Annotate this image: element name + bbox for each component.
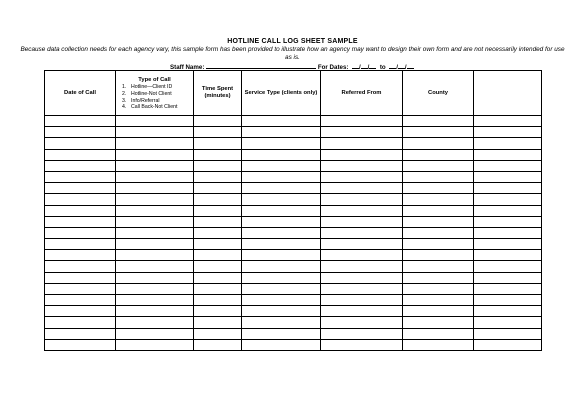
table-cell[interactable] [403, 149, 474, 160]
table-cell[interactable] [194, 328, 242, 339]
table-row [45, 171, 542, 182]
type-of-call-title: Type of Call [138, 76, 171, 83]
table-cell[interactable] [474, 194, 542, 205]
table-cell[interactable] [321, 183, 403, 194]
table-cell[interactable] [403, 272, 474, 283]
dates-from-field[interactable]: / / [350, 64, 378, 71]
table-cell[interactable] [116, 317, 194, 328]
table-cell[interactable] [403, 250, 474, 261]
table-row [45, 283, 542, 294]
table-row [45, 216, 542, 227]
table-cell[interactable] [321, 171, 403, 182]
table-cell[interactable] [474, 138, 542, 149]
table-cell[interactable] [242, 261, 321, 272]
table-cell[interactable] [474, 272, 542, 283]
table-cell[interactable] [474, 216, 542, 227]
table-row [45, 183, 542, 194]
table-cell[interactable] [242, 306, 321, 317]
table-cell[interactable] [194, 227, 242, 238]
table-cell[interactable] [116, 160, 194, 171]
table-cell[interactable] [45, 339, 116, 350]
table-cell[interactable] [194, 216, 242, 227]
table-cell[interactable] [45, 116, 116, 127]
table-row [45, 227, 542, 238]
header-row [45, 71, 542, 116]
staff-name-field[interactable] [206, 62, 316, 69]
table-cell[interactable] [321, 116, 403, 127]
table-cell[interactable] [474, 261, 542, 272]
table-row [45, 261, 542, 272]
table-cell[interactable] [194, 283, 242, 294]
table-cell[interactable] [45, 138, 116, 149]
table-row [45, 250, 542, 261]
table-cell[interactable] [45, 205, 116, 216]
table-cell[interactable] [45, 328, 116, 339]
table-cell[interactable] [403, 317, 474, 328]
table-cell[interactable] [45, 283, 116, 294]
col-type-of-call [116, 71, 194, 116]
table-cell[interactable] [403, 328, 474, 339]
table-cell[interactable] [45, 216, 116, 227]
table-cell[interactable] [116, 116, 194, 127]
table-cell[interactable] [45, 250, 116, 261]
table-cell[interactable] [321, 216, 403, 227]
table-cell[interactable] [403, 283, 474, 294]
table-cell[interactable] [403, 306, 474, 317]
table-cell[interactable] [242, 239, 321, 250]
table-cell[interactable] [321, 283, 403, 294]
table-cell[interactable] [194, 149, 242, 160]
table-cell[interactable] [242, 205, 321, 216]
table-cell[interactable] [194, 317, 242, 328]
table-cell[interactable] [242, 227, 321, 238]
table-cell[interactable] [116, 306, 194, 317]
table-cell[interactable] [321, 261, 403, 272]
table-cell[interactable] [194, 171, 242, 182]
table-cell[interactable] [116, 183, 194, 194]
col-blank [474, 71, 542, 116]
table-cell[interactable] [116, 328, 194, 339]
table-cell[interactable] [45, 261, 116, 272]
table-cell[interactable] [474, 283, 542, 294]
dates-label: For Dates: [317, 64, 349, 71]
table-cell[interactable] [45, 127, 116, 138]
table-cell[interactable] [194, 205, 242, 216]
table-cell[interactable] [194, 160, 242, 171]
table-cell[interactable] [474, 328, 542, 339]
table-row [45, 239, 542, 250]
table-cell[interactable] [403, 261, 474, 272]
table-cell[interactable] [116, 227, 194, 238]
table-cell[interactable] [242, 328, 321, 339]
table-cell[interactable] [194, 306, 242, 317]
type-of-call-list [116, 84, 193, 111]
table-cell[interactable] [45, 183, 116, 194]
table-cell[interactable] [194, 116, 242, 127]
table-cell[interactable] [474, 306, 542, 317]
table-cell[interactable] [116, 216, 194, 227]
table-row [45, 328, 542, 339]
table-cell[interactable] [403, 183, 474, 194]
table-cell[interactable] [403, 116, 474, 127]
table-cell[interactable] [116, 194, 194, 205]
table-cell[interactable] [116, 149, 194, 160]
table-cell[interactable] [116, 272, 194, 283]
table-cell[interactable] [194, 295, 242, 306]
table-cell[interactable] [116, 295, 194, 306]
col-county: County [403, 71, 474, 116]
table-row [45, 339, 542, 350]
table-row [45, 160, 542, 171]
dates-to-field[interactable]: / / [387, 64, 413, 71]
table-row [45, 272, 542, 283]
col-time-spent: Time Spent (minutes) [194, 71, 242, 116]
table-cell[interactable] [403, 127, 474, 138]
table-cell[interactable] [116, 127, 194, 138]
col-referred-from: Referred From [321, 71, 403, 116]
table-cell[interactable] [116, 138, 194, 149]
table-cell[interactable] [194, 261, 242, 272]
table-cell[interactable] [321, 149, 403, 160]
table-row [45, 138, 542, 149]
table-cell[interactable] [45, 306, 116, 317]
table-cell[interactable] [45, 317, 116, 328]
table-cell[interactable] [474, 149, 542, 160]
type-option: 2. Hotline-Not Client [122, 90, 172, 97]
table-cell[interactable] [403, 216, 474, 227]
table-cell[interactable] [474, 227, 542, 238]
table-cell[interactable] [321, 227, 403, 238]
table-cell[interactable] [321, 138, 403, 149]
table-cell[interactable] [242, 250, 321, 261]
table-cell[interactable] [45, 272, 116, 283]
table-cell[interactable] [194, 272, 242, 283]
type-option: 3. Info/Referral [122, 97, 160, 104]
table-cell[interactable] [194, 339, 242, 350]
intro-text: Because data collection needs for each agency vary, this sample form has been provided to illustrate how an agency may want to design their own form and are not necessarily intended for use as is. [20, 46, 565, 61]
table-cell[interactable] [45, 160, 116, 171]
table-cell[interactable] [242, 272, 321, 283]
table-cell[interactable] [194, 127, 242, 138]
type-option: 4. Call Back-Not Client [122, 104, 178, 111]
table-cell[interactable] [116, 339, 194, 350]
table-cell[interactable] [321, 250, 403, 261]
table-cell[interactable] [194, 183, 242, 194]
table-cell[interactable] [321, 160, 403, 171]
table-cell[interactable] [116, 283, 194, 294]
table-cell[interactable] [242, 171, 321, 182]
table-cell[interactable] [45, 295, 116, 306]
table-cell[interactable] [403, 339, 474, 350]
table-cell[interactable] [242, 127, 321, 138]
table-cell[interactable] [242, 339, 321, 350]
col-service-type: Service Type (clients only) [242, 71, 321, 116]
table-cell[interactable] [194, 138, 242, 149]
table-cell[interactable] [242, 295, 321, 306]
table-cell[interactable] [474, 171, 542, 182]
table-cell[interactable] [45, 171, 116, 182]
table-cell[interactable] [474, 160, 542, 171]
table-cell[interactable] [45, 227, 116, 238]
table-cell[interactable] [242, 283, 321, 294]
table-cell[interactable] [45, 194, 116, 205]
table-cell[interactable] [403, 138, 474, 149]
table-row [45, 317, 542, 328]
table-cell[interactable] [321, 127, 403, 138]
table-row [45, 295, 542, 306]
table-cell[interactable] [45, 149, 116, 160]
table-cell[interactable] [194, 239, 242, 250]
table-cell[interactable] [403, 227, 474, 238]
table-cell[interactable] [403, 160, 474, 171]
table-cell[interactable] [116, 239, 194, 250]
table-cell[interactable] [474, 183, 542, 194]
table-cell[interactable] [194, 250, 242, 261]
table-cell[interactable] [45, 239, 116, 250]
table-cell[interactable] [474, 205, 542, 216]
table-cell[interactable] [321, 328, 403, 339]
table-cell[interactable] [321, 205, 403, 216]
table-cell[interactable] [403, 171, 474, 182]
table-cell[interactable] [242, 317, 321, 328]
table-cell[interactable] [242, 116, 321, 127]
table-cell[interactable] [242, 149, 321, 160]
call-log-table [44, 70, 542, 351]
table-cell[interactable] [242, 216, 321, 227]
col-date-of-call: Date of Call [45, 71, 116, 116]
table-cell[interactable] [194, 194, 242, 205]
table-cell[interactable] [242, 138, 321, 149]
table-cell[interactable] [321, 295, 403, 306]
table-cell[interactable] [321, 239, 403, 250]
table-cell[interactable] [116, 250, 194, 261]
table-cell[interactable] [403, 205, 474, 216]
table-cell[interactable] [474, 116, 542, 127]
table-cell[interactable] [474, 339, 542, 350]
table-row [45, 127, 542, 138]
table-cell[interactable] [321, 306, 403, 317]
table-row [45, 116, 542, 127]
table-cell[interactable] [403, 194, 474, 205]
table-cell[interactable] [321, 339, 403, 350]
table-cell[interactable] [116, 205, 194, 216]
dates-to-label: to [379, 64, 386, 71]
table-row [45, 205, 542, 216]
table-cell[interactable] [116, 171, 194, 182]
log-body [45, 116, 542, 351]
table-cell[interactable] [321, 194, 403, 205]
table-cell[interactable] [474, 250, 542, 261]
table-cell[interactable] [474, 295, 542, 306]
table-cell[interactable] [321, 272, 403, 283]
table-cell[interactable] [474, 239, 542, 250]
table-cell[interactable] [403, 295, 474, 306]
table-row [45, 306, 542, 317]
staff-name-label: Staff Name: [170, 64, 205, 71]
table-cell[interactable] [403, 239, 474, 250]
table-row [45, 149, 542, 160]
table-cell[interactable] [242, 194, 321, 205]
page-title: HOTLINE CALL LOG SHEET SAMPLE [227, 38, 358, 45]
table-cell[interactable] [242, 160, 321, 171]
table-cell[interactable] [474, 317, 542, 328]
table-cell[interactable] [474, 127, 542, 138]
table-cell[interactable] [116, 261, 194, 272]
table-cell[interactable] [321, 317, 403, 328]
table-cell[interactable] [242, 183, 321, 194]
table-row [45, 194, 542, 205]
type-option: 1. Hotline—Client ID [122, 83, 173, 90]
